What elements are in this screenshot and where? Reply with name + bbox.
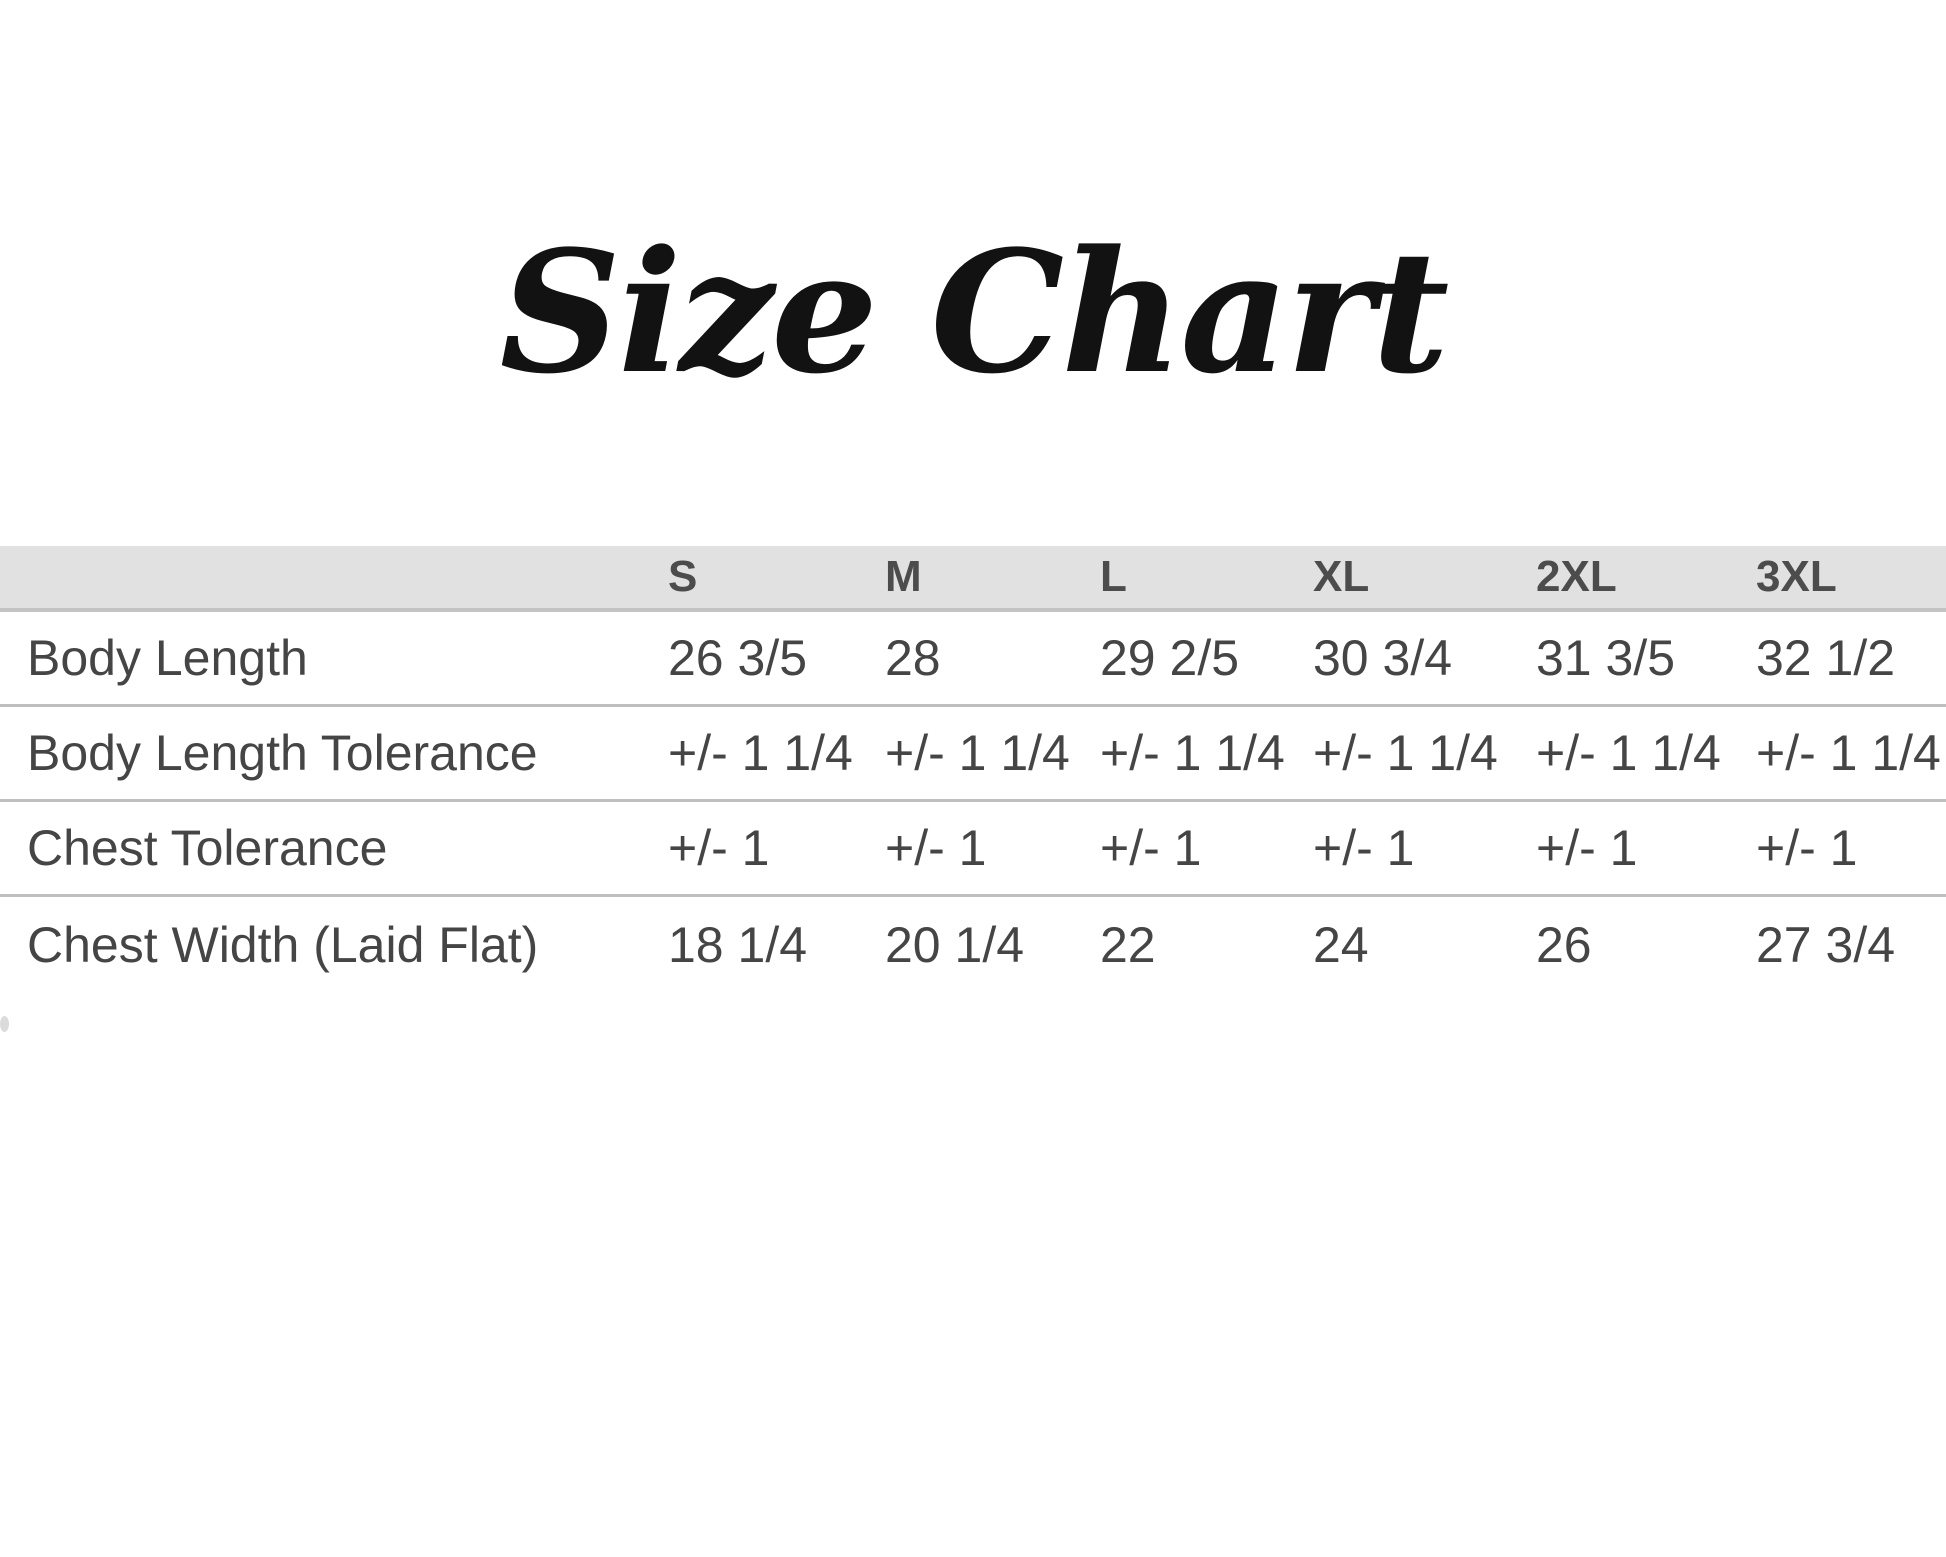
scan-artifact [0,1016,9,1032]
cell-value: 26 [1536,916,1592,973]
cell-value: +/- 1 1/4 [1536,725,1721,781]
header-cell-size-2xl: 2XL [1536,552,1617,601]
cell-value: 32 1/2 [1756,630,1896,686]
cell-value: +/- 1 [885,820,987,876]
table-row-chest-tolerance [0,802,1946,897]
cell-value: +/- 1 1/4 [885,725,1070,781]
cell-value: +/- 1 [1313,820,1415,876]
size-table-header-row [0,546,1946,612]
table-row-body-length-tolerance [0,707,1946,802]
row-label: Chest Tolerance [27,820,388,876]
cell-value: 28 [885,630,941,686]
header-cell-size-3xl: 3XL [1756,552,1837,601]
cell-value: 22 [1100,916,1156,973]
cell-value: +/- 1 [1100,820,1202,876]
cell-value: +/- 1 1/4 [1313,725,1498,781]
cell-value: +/- 1 [1756,820,1858,876]
header-cell-size-m: M [885,552,922,601]
cell-value: +/- 1 [1536,820,1638,876]
table-row-body-length [0,612,1946,707]
size-chart-table [0,546,1946,992]
table-row-chest-width [0,897,1946,992]
cell-value: 27 3/4 [1756,916,1896,973]
cell-value: 29 2/5 [1100,630,1240,686]
row-label: Body Length Tolerance [27,725,538,781]
cell-value: 24 [1313,916,1369,973]
header-cell-size-xl: XL [1313,552,1370,601]
cell-value: +/- 1 1/4 [668,725,853,781]
cell-value: +/- 1 [668,820,770,876]
cell-value: +/- 1 1/4 [1100,725,1285,781]
cell-value: +/- 1 1/4 [1756,725,1941,781]
header-cell-size-s: S [668,552,698,601]
cell-value: 26 3/5 [668,630,808,686]
cell-value: 31 3/5 [1536,630,1676,686]
page-title: Size Chart [499,213,1447,411]
cell-value: 30 3/4 [1313,630,1453,686]
row-label: Body Length [27,630,308,686]
header-cell-size-l: L [1100,552,1127,601]
cell-value: 20 1/4 [885,916,1025,973]
cell-value: 18 1/4 [668,916,808,973]
row-label: Chest Width (Laid Flat) [27,916,539,973]
